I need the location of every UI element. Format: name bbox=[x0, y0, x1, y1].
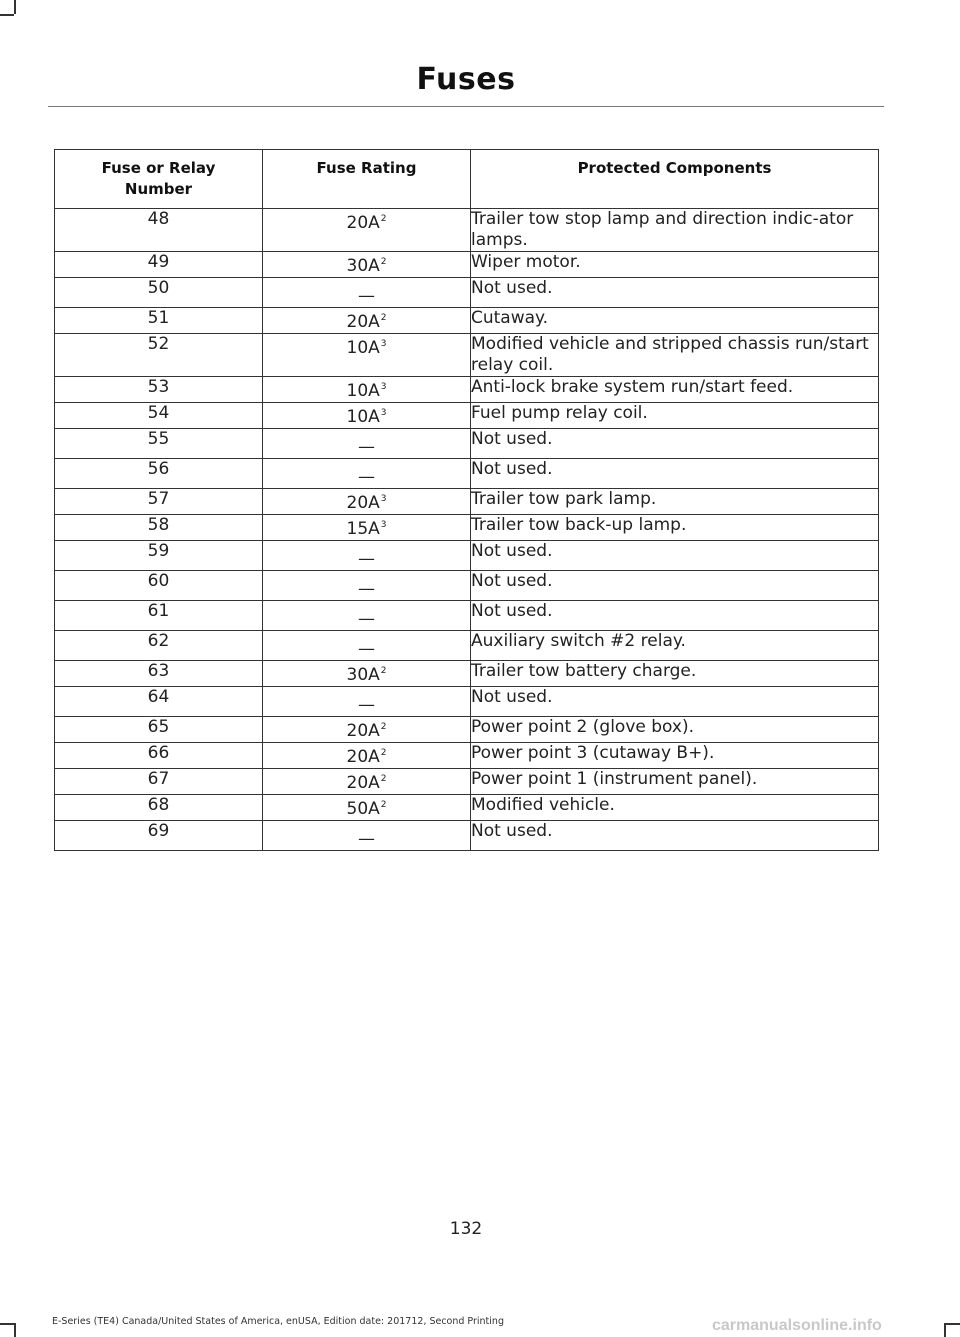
fuse-rating-value: 20A bbox=[346, 312, 380, 332]
protected-component-cell: Power point 2 (glove box). bbox=[471, 717, 879, 743]
column-header-number: Fuse or Relay Number bbox=[55, 150, 263, 209]
fuse-rating-value: 15A bbox=[346, 519, 380, 539]
table-row bbox=[55, 209, 879, 252]
fuse-rating-value: — bbox=[358, 286, 375, 306]
fuse-rating-cell bbox=[263, 601, 471, 631]
protected-component-cell: Trailer tow park lamp. bbox=[471, 489, 879, 515]
table-row bbox=[55, 278, 879, 308]
table-row bbox=[55, 334, 879, 377]
table-row bbox=[55, 601, 879, 631]
fuse-number-cell: 65 bbox=[55, 717, 263, 743]
protected-component-cell: Modified vehicle. bbox=[471, 795, 879, 821]
table-row bbox=[55, 821, 879, 851]
fuse-number-cell: 59 bbox=[55, 541, 263, 571]
footnote-marker: 3 bbox=[380, 382, 387, 392]
protected-component-cell: Cutaway. bbox=[471, 308, 879, 334]
table-row bbox=[55, 631, 879, 661]
fuse-number-cell: 49 bbox=[55, 252, 263, 278]
fuse-rating-value: — bbox=[358, 695, 375, 715]
fuse-rating-value: 30A bbox=[346, 665, 380, 685]
fuse-rating-cell bbox=[263, 541, 471, 571]
crop-mark-bottom-left bbox=[0, 1323, 14, 1325]
fuse-rating-cell bbox=[263, 459, 471, 489]
fuse-rating-value: — bbox=[358, 437, 375, 457]
footer-text: E-Series (TE4) Canada/United States of America, enUSA, Edition date: 201712, Second Printing bbox=[52, 1316, 504, 1327]
protected-component-cell: Anti-lock brake system run/start feed. bbox=[471, 377, 879, 403]
crop-mark-bottom-right-vertical bbox=[944, 1323, 946, 1337]
fuse-rating-cell bbox=[263, 308, 471, 334]
fuse-number-cell: 48 bbox=[55, 209, 263, 252]
protected-component-cell: Not used. bbox=[471, 571, 879, 601]
crop-mark-top-left-vertical bbox=[14, 0, 16, 14]
fuse-rating-cell bbox=[263, 334, 471, 377]
fuse-rating-cell bbox=[263, 252, 471, 278]
protected-component-cell: Trailer tow back-up lamp. bbox=[471, 515, 879, 541]
protected-component-cell: Not used. bbox=[471, 278, 879, 308]
fuse-rating-cell bbox=[263, 489, 471, 515]
fuse-rating-value: 20A bbox=[346, 773, 380, 793]
table-row bbox=[55, 795, 879, 821]
table-row bbox=[55, 687, 879, 717]
fuse-number-cell: 57 bbox=[55, 489, 263, 515]
crop-mark-bottom-right bbox=[946, 1323, 960, 1325]
page-number: 132 bbox=[449, 1219, 483, 1239]
fuse-number-cell: 50 bbox=[55, 278, 263, 308]
protected-component-cell: Fuel pump relay coil. bbox=[471, 403, 879, 429]
table-row bbox=[55, 252, 879, 278]
column-header-components: Protected Components bbox=[471, 150, 879, 209]
crop-mark-bottom-left-vertical bbox=[14, 1323, 16, 1337]
table-row bbox=[55, 717, 879, 743]
fuse-rating-cell bbox=[263, 687, 471, 717]
table-row bbox=[55, 308, 879, 334]
protected-component-cell: Power point 1 (instrument panel). bbox=[471, 769, 879, 795]
fuse-rating-cell bbox=[263, 209, 471, 252]
table-row bbox=[55, 541, 879, 571]
fuse-rating-cell bbox=[263, 278, 471, 308]
fuse-rating-value: — bbox=[358, 609, 375, 629]
fuse-rating-cell bbox=[263, 631, 471, 661]
fuse-number-cell: 55 bbox=[55, 429, 263, 459]
fuse-number-cell: 58 bbox=[55, 515, 263, 541]
fuse-number-cell: 54 bbox=[55, 403, 263, 429]
fuse-rating-cell bbox=[263, 515, 471, 541]
fuse-rating-value: 20A bbox=[346, 213, 380, 233]
fuse-rating-value: 10A bbox=[346, 381, 380, 401]
fuse-number-cell: 69 bbox=[55, 821, 263, 851]
fuse-number-cell: 68 bbox=[55, 795, 263, 821]
fuse-rating-cell bbox=[263, 377, 471, 403]
fuse-number-cell: 63 bbox=[55, 661, 263, 687]
table-row bbox=[55, 515, 879, 541]
fuse-rating-cell bbox=[263, 769, 471, 795]
table-row bbox=[55, 403, 879, 429]
table-row bbox=[55, 377, 879, 403]
fuse-rating-cell bbox=[263, 821, 471, 851]
protected-component-cell: Auxiliary switch #2 relay. bbox=[471, 631, 879, 661]
protected-component-cell: Trailer tow battery charge. bbox=[471, 661, 879, 687]
fuse-number-cell: 51 bbox=[55, 308, 263, 334]
footnote-marker: 2 bbox=[380, 800, 387, 810]
table-row bbox=[55, 661, 879, 687]
protected-component-cell: Modified vehicle and stripped chassis run/start relay coil. bbox=[471, 334, 879, 377]
fuse-rating-value: — bbox=[358, 639, 375, 659]
footnote-marker: 2 bbox=[380, 774, 387, 784]
footnote-marker: 3 bbox=[380, 408, 387, 418]
fuse-rating-value: 10A bbox=[346, 338, 380, 358]
protected-component-cell: Not used. bbox=[471, 459, 879, 489]
fuse-rating-value: — bbox=[358, 549, 375, 569]
page-title: Fuses bbox=[416, 62, 516, 97]
column-header-rating: Fuse Rating bbox=[263, 150, 471, 209]
fuse-table bbox=[54, 149, 879, 851]
fuse-rating-value: 20A bbox=[346, 721, 380, 741]
fuse-rating-cell bbox=[263, 429, 471, 459]
fuse-number-cell: 56 bbox=[55, 459, 263, 489]
fuse-rating-value: 30A bbox=[346, 256, 380, 276]
protected-component-cell: Not used. bbox=[471, 541, 879, 571]
fuse-rating-cell bbox=[263, 743, 471, 769]
fuse-rating-value: 20A bbox=[346, 493, 380, 513]
fuse-rating-value: 20A bbox=[346, 747, 380, 767]
protected-component-cell: Not used. bbox=[471, 821, 879, 851]
fuse-number-cell: 60 bbox=[55, 571, 263, 601]
protected-component-cell: Wiper motor. bbox=[471, 252, 879, 278]
fuse-number-cell: 62 bbox=[55, 631, 263, 661]
protected-component-cell: Not used. bbox=[471, 687, 879, 717]
footnote-marker: 2 bbox=[380, 257, 387, 267]
fuse-rating-cell bbox=[263, 795, 471, 821]
fuse-rating-value: — bbox=[358, 829, 375, 849]
footnote-marker: 3 bbox=[380, 520, 387, 530]
protected-component-cell: Power point 3 (cutaway B+). bbox=[471, 743, 879, 769]
protected-component-cell: Not used. bbox=[471, 429, 879, 459]
table-row bbox=[55, 429, 879, 459]
fuse-number-cell: 64 bbox=[55, 687, 263, 717]
fuse-rating-value: 50A bbox=[346, 799, 380, 819]
fuse-number-cell: 67 bbox=[55, 769, 263, 795]
footnote-marker: 2 bbox=[380, 313, 387, 323]
footnote-marker: 2 bbox=[380, 722, 387, 732]
fuse-number-cell: 52 bbox=[55, 334, 263, 377]
footnote-marker: 3 bbox=[380, 339, 387, 349]
table-row bbox=[55, 459, 879, 489]
fuse-rating-cell bbox=[263, 717, 471, 743]
fuse-rating-cell bbox=[263, 403, 471, 429]
fuse-number-cell: 53 bbox=[55, 377, 263, 403]
table-row bbox=[55, 571, 879, 601]
table-row bbox=[55, 743, 879, 769]
fuse-number-cell: 61 bbox=[55, 601, 263, 631]
fuse-rating-cell bbox=[263, 571, 471, 601]
fuse-rating-value: — bbox=[358, 579, 375, 599]
header-divider bbox=[48, 106, 884, 107]
fuse-rating-value: — bbox=[358, 467, 375, 487]
footnote-marker: 2 bbox=[380, 214, 387, 224]
table-row bbox=[55, 489, 879, 515]
fuse-rating-value: 10A bbox=[346, 407, 380, 427]
footnote-marker: 2 bbox=[380, 666, 387, 676]
footnote-marker: 2 bbox=[380, 748, 387, 758]
footnote-marker: 3 bbox=[380, 494, 387, 504]
table-body bbox=[55, 209, 879, 851]
protected-component-cell: Trailer tow stop lamp and direction indic-ator lamps. bbox=[471, 209, 879, 252]
watermark: carmanualsonline.info bbox=[712, 1317, 882, 1334]
protected-component-cell: Not used. bbox=[471, 601, 879, 631]
fuse-number-cell: 66 bbox=[55, 743, 263, 769]
fuse-rating-cell bbox=[263, 661, 471, 687]
table-header-row bbox=[55, 150, 879, 209]
crop-mark-top-left bbox=[0, 14, 14, 16]
table-row bbox=[55, 769, 879, 795]
